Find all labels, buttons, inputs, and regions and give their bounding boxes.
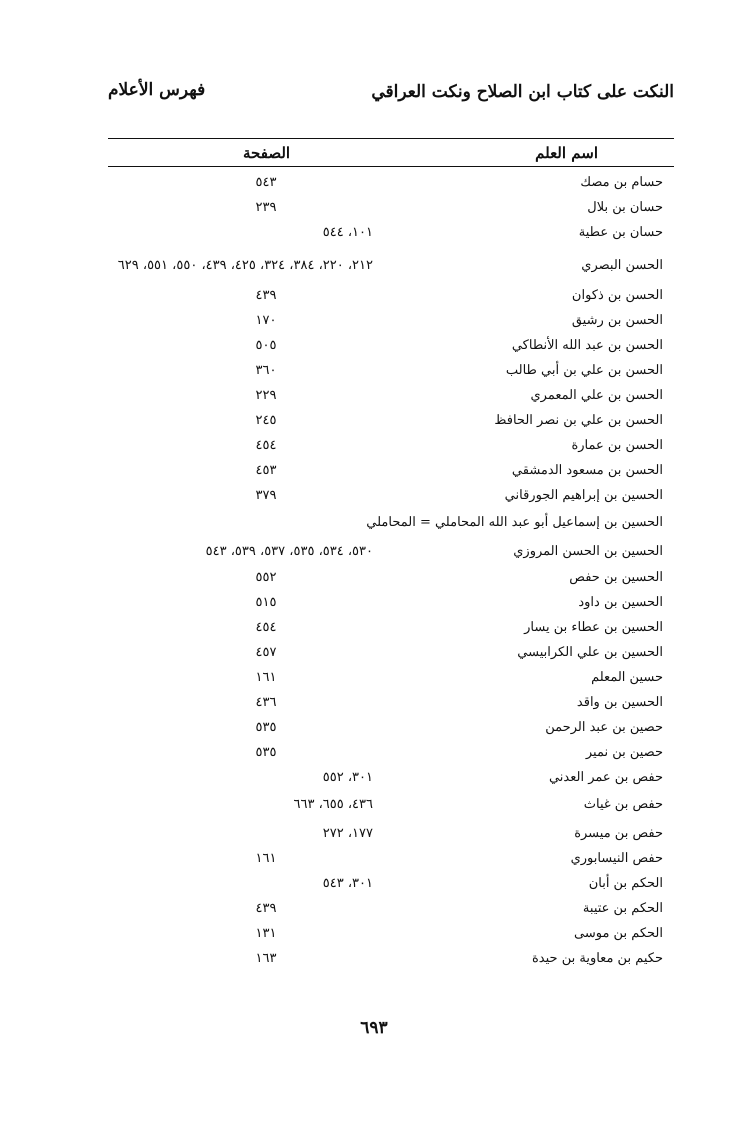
index-row [108, 951, 663, 975]
entry-name: حسين المعلم [591, 670, 663, 685]
index-row [108, 488, 663, 512]
entry-pages: ٣٠١، ٥٥٢ [322, 770, 373, 785]
entry-name: حفص بن غياث [583, 797, 663, 812]
entry-name: الحسن بن علي بن أبي طالب [505, 363, 663, 378]
entry-name: الحسن بن ذكوان [571, 288, 663, 303]
entry-pages: ٤٥٤ [255, 620, 277, 635]
index-row [108, 797, 663, 821]
entry-pages: ١٠١، ٥٤٤ [322, 225, 373, 240]
index-row [108, 544, 663, 568]
index-row [108, 876, 663, 900]
entry-pages: ١٦٣ [255, 951, 277, 966]
entry-name: حفص بن عمر العدني [548, 770, 663, 785]
index-row [108, 338, 663, 362]
index-row [108, 720, 663, 744]
index-row [108, 463, 663, 487]
entry-name: الحسن بن عبد الله الأنطاكي [511, 338, 663, 353]
index-row [108, 363, 663, 387]
entry-pages: ٥٥٢ [255, 570, 277, 585]
entry-pages: ٤٣٦، ٦٥٥، ٦٦٣ [293, 797, 373, 812]
entry-name: الحسين بن داود [578, 595, 663, 610]
index-row [108, 175, 663, 199]
entry-pages: ٤٥٤ [255, 438, 277, 453]
entry-name: الحسين بن إبراهيم الجورقاني [504, 488, 663, 503]
entry-pages: ٢٣٩ [255, 200, 277, 215]
entry-name: الحسين بن علي الكرابيسي [517, 645, 663, 660]
entry-pages: ١٧٧، ٢٧٢ [322, 826, 373, 841]
entry-name: الحكم بن عتيبة [582, 901, 663, 916]
entry-name: حسان بن بلال [587, 200, 663, 215]
entry-name: الحكم بن أبان [588, 876, 663, 891]
entry-pages: ١٧٠ [255, 313, 277, 328]
index-row [108, 515, 663, 539]
header-rule [108, 138, 674, 139]
running-header-left: فهرس الأعلام [108, 80, 206, 100]
entry-pages: ٥٣٥ [255, 720, 277, 735]
index-row [108, 258, 663, 282]
entry-pages: ٥٣٥ [255, 745, 277, 760]
index-row [108, 313, 663, 337]
index-row [108, 570, 663, 594]
entry-pages: ٢٢٩ [255, 388, 277, 403]
entry-name: حسان بن عطية [578, 225, 663, 240]
column-header-name: اسم العلم [535, 144, 598, 162]
entry-name: حصين بن نمير [585, 745, 663, 760]
entry-name: الحسين بن الحسن المروزي [513, 544, 663, 559]
index-row [108, 851, 663, 875]
index-row [108, 288, 663, 312]
entry-pages: ٥٤٣ [255, 175, 277, 190]
entry-name: حفص النيسابوري [570, 851, 663, 866]
entry-pages: ٣٦٠ [255, 363, 277, 378]
entry-pages: ٤٥٧ [255, 645, 277, 660]
entry-name: الحسين بن حفص [569, 570, 663, 585]
entry-pages: ٣٧٩ [255, 488, 277, 503]
entry-name: الحسين بن واقد [576, 695, 663, 710]
entry-name: حكيم بن معاوية بن حيدة [531, 951, 663, 966]
column-header-rule [108, 166, 674, 167]
entry-pages: ٤٣٩ [255, 901, 277, 916]
entry-pages: ٣٠١، ٥٤٣ [322, 876, 373, 891]
entry-pages: ٤٥٣ [255, 463, 277, 478]
entry-pages: ٤٣٩ [255, 288, 277, 303]
index-row [108, 595, 663, 619]
entry-name: الحسن بن مسعود الدمشقي [511, 463, 663, 478]
index-row [108, 770, 663, 794]
index-row [108, 225, 663, 249]
entry-name: حفص بن ميسرة [574, 826, 663, 841]
entry-name: الحسين بن إسماعيل أبو عبد الله المحاملي = المحاملي [366, 515, 663, 530]
entry-name: حصين بن عبد الرحمن [545, 720, 663, 735]
entry-pages: ١٦١ [255, 851, 277, 866]
entry-name: الحسن بن عمارة [571, 438, 663, 453]
index-row [108, 200, 663, 224]
index-row [108, 826, 663, 850]
entry-name: الحكم بن موسى [574, 926, 663, 941]
entry-pages: ١٣١ [255, 926, 277, 941]
index-row [108, 413, 663, 437]
entry-name: الحسن بن علي المعمري [530, 388, 663, 403]
entry-name: الحسن البصري [581, 258, 663, 273]
entry-pages: ٥٣٠، ٥٣٤، ٥٣٥، ٥٣٧، ٥٣٩، ٥٤٣ [205, 544, 373, 559]
entry-name: الحسن بن رشيق [571, 313, 663, 328]
entry-pages: ٤٣٦ [255, 695, 277, 710]
entry-pages: ٥٠٥ [255, 338, 277, 353]
column-header-pages: الصفحة [243, 144, 291, 162]
entry-pages: ٥١٥ [255, 595, 277, 610]
index-row [108, 695, 663, 719]
index-row [108, 745, 663, 769]
entry-pages: ٢١٢، ٢٢٠، ٣٨٤، ٣٢٤، ٤٢٥، ٤٣٩، ٥٥٠، ٥٥١، ٦٢٩ [117, 258, 373, 273]
index-row [108, 438, 663, 462]
index-row [108, 388, 663, 412]
entry-name: حسام بن مصك [580, 175, 663, 190]
entry-pages: ١٦١ [255, 670, 277, 685]
index-row [108, 620, 663, 644]
index-row [108, 926, 663, 950]
index-row [108, 645, 663, 669]
entry-pages: ٢٤٥ [255, 413, 277, 428]
index-row [108, 901, 663, 925]
entry-name: الحسن بن علي بن نصر الحافظ [494, 413, 663, 428]
index-row [108, 670, 663, 694]
entry-name: الحسين بن عطاء بن يسار [524, 620, 663, 635]
running-header-right: النكت على كتاب ابن الصلاح ونكت العراقي [371, 82, 674, 102]
page-number: ٦٩٣ [360, 1018, 388, 1038]
